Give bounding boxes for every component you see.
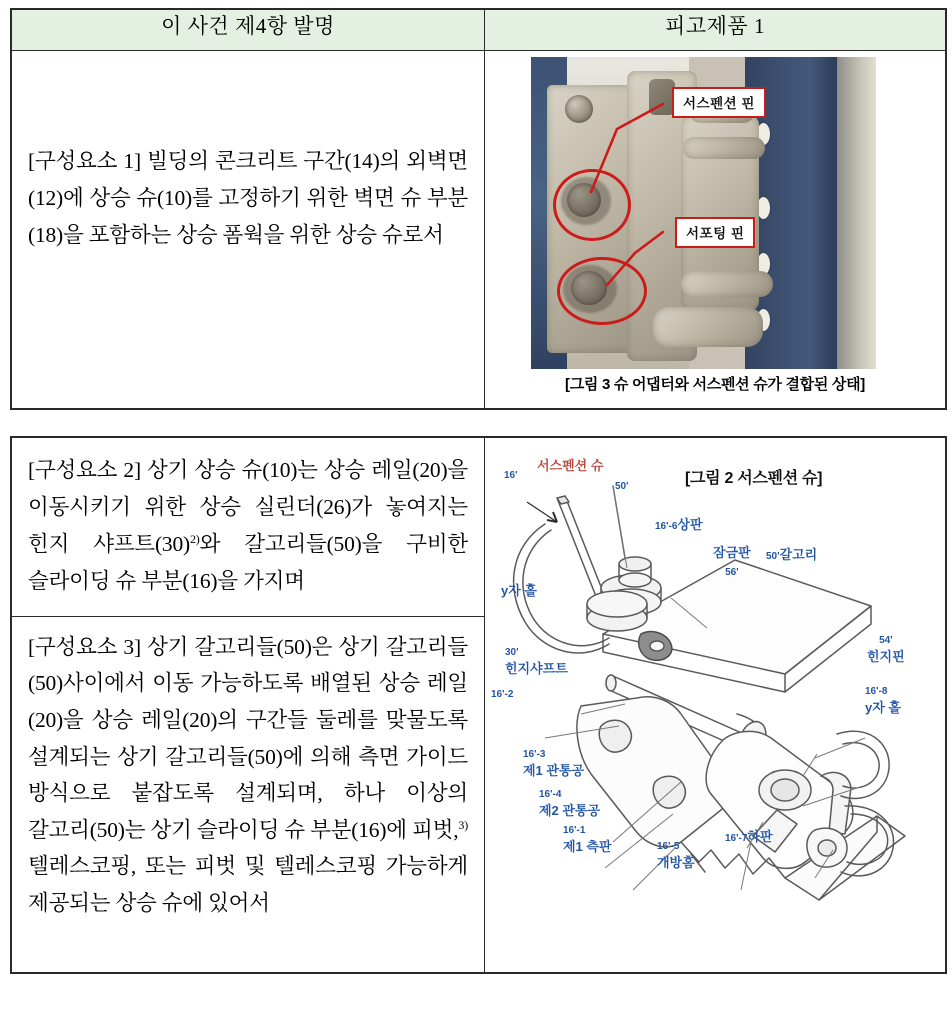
technical-drawing-figure (485, 438, 945, 870)
claim-cell-component-1 (11, 51, 485, 410)
label-num: 16ʹ-2 (491, 689, 514, 700)
claim-cell-component-3 (11, 616, 485, 973)
label-num: 16ʹ-4 (539, 789, 562, 800)
drawing-label-16prime (504, 465, 518, 483)
label-num: 16ʹ-1 (563, 825, 586, 836)
label-num: 30ʹ (505, 647, 519, 658)
figure-cell-drawing (485, 437, 947, 973)
claim2-main: [구성요소 2] 상기 상승 슈(10)는 상승 레일(20)을 이동시키기 위한 상승 실린더(26)가 놓여지는 힌지 샤프트(30) (28, 458, 468, 556)
drawing-title: [그림 2 서스펜션 슈] (685, 470, 823, 487)
label-num: 16ʹ-7 (725, 833, 748, 844)
drawing-label-first-through-hole (523, 744, 584, 780)
drawing-label-first-side-plate (563, 820, 612, 856)
drawing-label-hinge-pin (867, 630, 905, 666)
claim-text-component-2 (12, 438, 484, 616)
label-name: 갈고리 (779, 547, 818, 562)
drawing-label-hinge-shaft (505, 642, 568, 678)
label-num: 50ʹ (615, 481, 629, 492)
claim3-main: [구성요소 3] 상기 갈고리들(50)은 상기 갈고리들(50)사이에서 이동 가능하도록 배열된 상승 레일(20)을 상승 레일(20)의 구간들 둘레를 맞물도록 설계되는 상기 갈고리들(50)에 의해 측면 가이드 방식으로 붙잡도록 설계되며, 하나 이상의 갈고리(50)는 상기 슬라이딩 슈 부분(16)에 피벗, (28, 634, 468, 842)
label-name: 잠금판 (713, 545, 751, 560)
label-name: y자 홀 (501, 583, 537, 598)
drawing-label-locking-plate (713, 544, 751, 580)
drawing-label-hook (766, 546, 817, 564)
table-gap (10, 410, 942, 436)
claim-cell-component-2 (11, 437, 485, 616)
drawing-label-lower-plate (725, 828, 773, 846)
label-num: 16ʹ-5 (657, 841, 680, 852)
adapter-tab-bottom (681, 271, 773, 297)
annotation-label-supporting-pin: 서포팅 핀 (675, 217, 755, 248)
label-name: y자 홀 (865, 699, 901, 715)
support-flange (653, 307, 763, 347)
table-row (11, 51, 946, 410)
bolt-head (565, 95, 593, 123)
header-cell-invention: 이 사건 제4항 발명 (11, 9, 485, 51)
annotation-circle-supporting-pin (557, 257, 647, 325)
label-name: 제1 관통공 (523, 762, 585, 778)
drawing-label-second-through-hole (539, 784, 600, 820)
claim-text-component-1: [구성요소 1] 빌딩의 콘크리트 구간(14)의 외벽면(12)에 상승 슈(10)를 고정하기 위한 벽면 슈 부분(18)을 포함하는 상승 폼웍을 위한 상승 슈로서 (28, 149, 468, 247)
claim3-tail: 텔레스코핑, 또는 피벗 및 텔레스코핑 가능하게 제공되는 상승 슈에 있어서 (28, 854, 468, 915)
label-num: 16ʹ-6 (655, 521, 678, 532)
label-name: 힌지핀 (867, 648, 905, 664)
label-name: 제2 관통공 (539, 802, 601, 818)
comparison-table-1 (10, 8, 947, 410)
drawing-label-y-hole-right (865, 681, 901, 717)
comparison-table-2 (10, 436, 947, 974)
label-num: 54ʹ (879, 635, 893, 646)
label-name: 개방홈 (657, 854, 695, 870)
drawing-label-suspension-shoe (537, 457, 603, 475)
drawing-label-upper-plate (655, 516, 703, 534)
adapter-tab-mid (683, 137, 765, 159)
drawing-label-16prime-2 (491, 684, 513, 702)
header-cell-accused-product: 피고제품 1 (485, 9, 947, 51)
label-name: 상판 (677, 517, 703, 532)
label-num: 56ʹ (725, 566, 739, 578)
label-num: 16ʹ (504, 470, 518, 481)
label-name: 하판 (747, 829, 773, 844)
claim2-tail: 와 갈고리들(50)을 구비한 슬라이딩 슈 부분(16)을 가지며 (28, 531, 468, 593)
label-num: 16ʹ-8 (865, 686, 888, 697)
label-num: 16ʹ-3 (523, 749, 546, 760)
annotation-circle-suspension-pin (553, 169, 631, 241)
claim3-footnote-marker: 3) (458, 817, 468, 832)
table-header-row (11, 9, 946, 51)
annotation-label-suspension-pin: 서스펜션 핀 (672, 87, 766, 118)
label-name: 서스펜션 슈 (537, 458, 604, 473)
drawing-label-y-hole-left (501, 582, 537, 600)
photo-right-column (837, 57, 876, 369)
table-row (11, 437, 946, 616)
claim2-footnote-marker: 2) (190, 531, 200, 546)
figure-cell-photo (485, 51, 947, 410)
label-num: 50ʹ (766, 551, 780, 562)
drawing-label-open-groove (657, 836, 695, 872)
photo-caption: [그림 3 슈 어댑터와 서스펜션 슈가 결합된 상태] (565, 376, 865, 393)
label-name: 제1 측판 (563, 838, 612, 854)
claim-text-component-3 (12, 617, 484, 937)
label-name: 힌지샤프트 (505, 660, 568, 676)
drawing-label-50prime-top (615, 476, 629, 494)
